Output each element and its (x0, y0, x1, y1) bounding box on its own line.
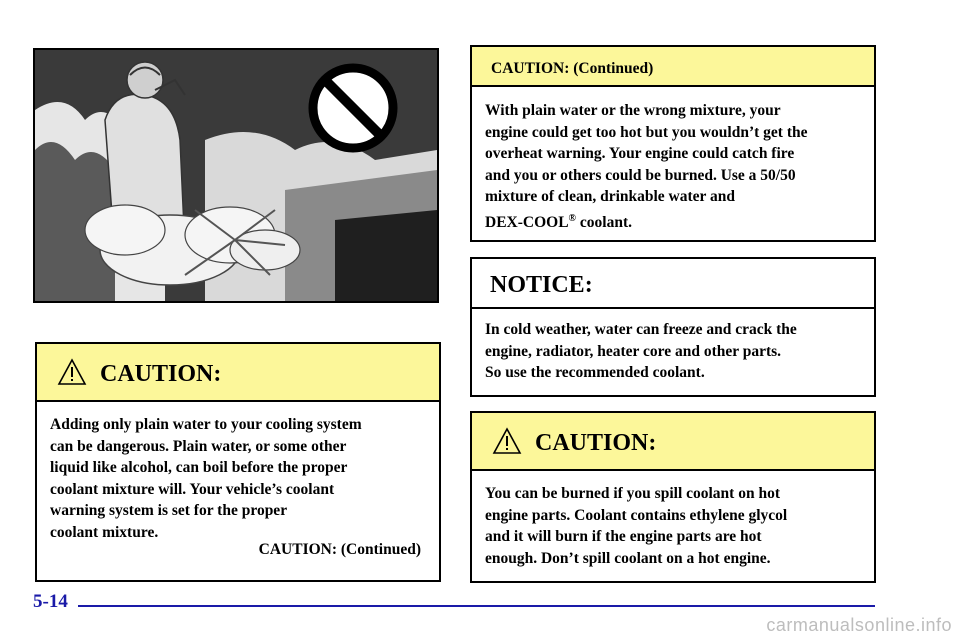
page-number: 5-14 (33, 591, 68, 612)
notice-body: In cold weather, water can freeze and crack the engine, radiator, heater core and other parts. So use the recommended coolant. (485, 321, 797, 381)
caution-continued-text-end: coolant. (576, 213, 632, 231)
continued-label: CAUTION: (Continued) (258, 541, 421, 558)
registered-mark: ® (568, 212, 577, 224)
notice-header (472, 259, 874, 309)
watermark: carmanualsonline.info (766, 615, 952, 635)
warning-illustration (33, 48, 439, 303)
footer-rule (78, 605, 875, 607)
caution-header-right (472, 413, 874, 471)
caution-continued-header (472, 47, 874, 87)
caution-continued-body (485, 100, 808, 233)
steam-illustration-art (35, 50, 437, 301)
caution-box-right (470, 411, 876, 583)
caution-continued-title: CAUTION: (Continued) (491, 60, 654, 77)
notice-box (470, 257, 876, 397)
no-symbol-icon (313, 68, 393, 148)
caution-body: Adding only plain water to your cooling system can be dangerous. Plain water, or some other liquid like alcohol, can boil before the proper coolant mixture will. Your vehicle’s coolant warning system is set for the proper coolant mixture. (50, 416, 362, 541)
caution-title-right: CAUTION: (535, 430, 657, 456)
caution-continued-box (470, 45, 876, 242)
caution-body-right: You can be burned if you spill coolant on hot engine parts. Coolant contains ethylene glycol and it will burn if the engine parts are hot enough. Don’t spill coolant on a hot engine. (485, 485, 788, 567)
caution-box-left (35, 342, 441, 582)
caution-title: CAUTION: (100, 361, 222, 387)
warning-triangle-icon (492, 427, 522, 455)
caution-continued-text: With plain water or the wrong mixture, your engine could get too hot but you wouldn’t get the overheat warning. Your engine could catch fire and you or others could be burned. Use a 50/50 mixture of clean, drinkable water and DEX-COOL (485, 102, 808, 231)
warning-triangle-icon (57, 358, 87, 386)
caution-header (37, 344, 439, 402)
notice-title: NOTICE: (490, 272, 593, 298)
